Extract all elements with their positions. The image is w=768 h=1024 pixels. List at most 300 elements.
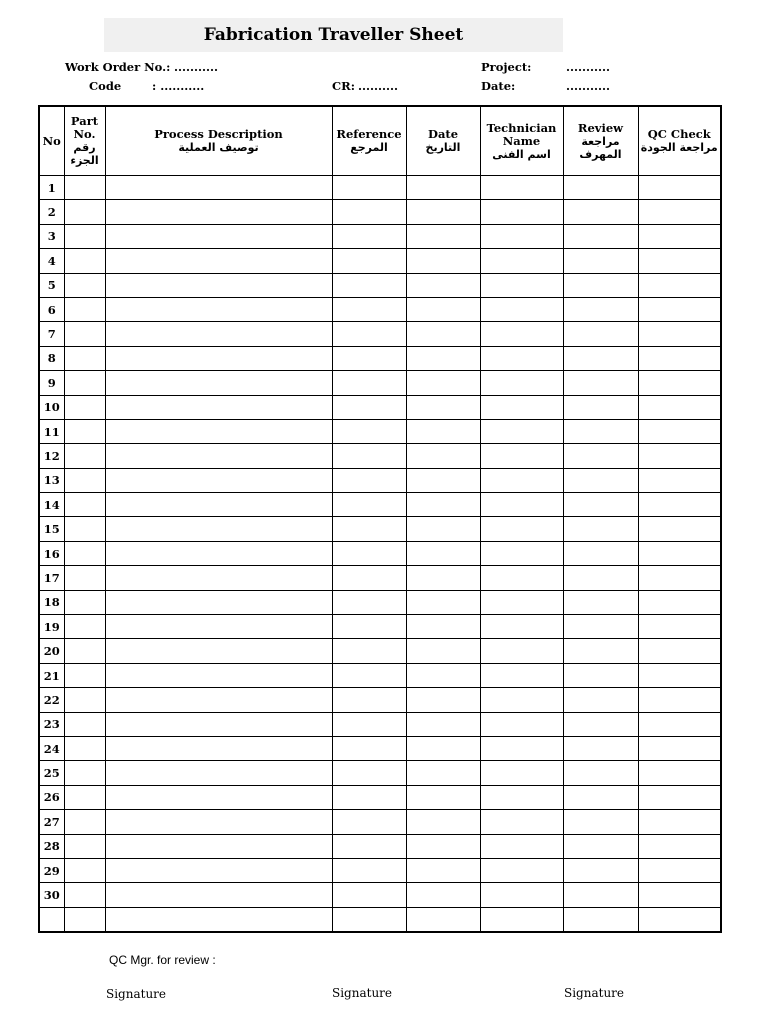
review-cell[interactable] xyxy=(563,834,638,858)
technician-name-cell[interactable] xyxy=(480,322,563,346)
col-header-date: Date التاريخ xyxy=(406,106,480,176)
date-cell[interactable] xyxy=(406,176,480,200)
qc-check-cell[interactable] xyxy=(638,517,721,541)
date-cell[interactable] xyxy=(406,297,480,321)
date-cell[interactable] xyxy=(406,736,480,760)
table-row xyxy=(39,273,721,297)
part-no-cell[interactable] xyxy=(64,810,105,834)
reference-cell[interactable] xyxy=(332,712,406,736)
date-cell[interactable] xyxy=(406,322,480,346)
review-cell[interactable] xyxy=(563,176,638,200)
date-cell[interactable] xyxy=(406,785,480,809)
table-row xyxy=(39,858,721,882)
review-cell[interactable] xyxy=(563,322,638,346)
review-cell[interactable] xyxy=(563,663,638,687)
date-cell[interactable] xyxy=(406,444,480,468)
process-description-cell[interactable] xyxy=(105,761,332,785)
row-number-cell xyxy=(39,907,64,932)
table-row xyxy=(39,688,721,712)
qc-check-cell[interactable] xyxy=(638,468,721,492)
date-cell[interactable] xyxy=(406,468,480,492)
process-description-cell[interactable] xyxy=(105,566,332,590)
reference-cell[interactable] xyxy=(332,249,406,273)
technician-name-cell[interactable] xyxy=(480,200,563,224)
technician-name-cell[interactable] xyxy=(480,663,563,687)
reference-cell[interactable] xyxy=(332,761,406,785)
qc-check-cell[interactable] xyxy=(638,249,721,273)
table-row xyxy=(39,883,721,907)
review-cell[interactable] xyxy=(563,517,638,541)
date-cell[interactable] xyxy=(406,273,480,297)
review-cell[interactable] xyxy=(563,639,638,663)
date-cell[interactable] xyxy=(406,615,480,639)
process-description-cell[interactable] xyxy=(105,444,332,468)
table-row xyxy=(39,590,721,614)
review-cell[interactable] xyxy=(563,541,638,565)
part-no-cell[interactable] xyxy=(64,834,105,858)
table-row xyxy=(39,639,721,663)
date-cell[interactable] xyxy=(406,395,480,419)
date-cell[interactable] xyxy=(406,688,480,712)
date-cell[interactable] xyxy=(406,761,480,785)
process-description-cell[interactable] xyxy=(105,322,332,346)
row-number-cell: 2 xyxy=(39,200,64,224)
table-row xyxy=(39,834,721,858)
reference-cell[interactable] xyxy=(332,590,406,614)
reference-cell[interactable] xyxy=(332,493,406,517)
part-no-cell[interactable] xyxy=(64,249,105,273)
review-cell[interactable] xyxy=(563,297,638,321)
reference-cell[interactable] xyxy=(332,785,406,809)
row-number-cell: 5 xyxy=(39,273,64,297)
date-cell[interactable] xyxy=(406,639,480,663)
row-number-cell: 14 xyxy=(39,493,64,517)
row-number-cell: 20 xyxy=(39,639,64,663)
part-no-cell[interactable] xyxy=(64,176,105,200)
technician-name-cell[interactable] xyxy=(480,736,563,760)
part-no-cell[interactable] xyxy=(64,371,105,395)
reference-cell[interactable] xyxy=(332,517,406,541)
technician-name-cell[interactable] xyxy=(480,224,563,248)
row-number-cell: 30 xyxy=(39,883,64,907)
part-no-cell[interactable] xyxy=(64,712,105,736)
project-value[interactable]: ........... xyxy=(566,60,611,74)
code-label: Code xyxy=(89,79,122,93)
review-cell[interactable] xyxy=(563,736,638,760)
part-no-cell[interactable] xyxy=(64,639,105,663)
review-cell[interactable] xyxy=(563,615,638,639)
review-cell[interactable] xyxy=(563,249,638,273)
process-description-cell[interactable] xyxy=(105,541,332,565)
table-row xyxy=(39,517,721,541)
table-row xyxy=(39,541,721,565)
row-number-cell: 3 xyxy=(39,224,64,248)
technician-name-cell[interactable] xyxy=(480,688,563,712)
technician-name-cell[interactable] xyxy=(480,761,563,785)
process-description-cell[interactable] xyxy=(105,639,332,663)
technician-name-cell[interactable] xyxy=(480,468,563,492)
table-row xyxy=(39,736,721,760)
qc-check-cell[interactable] xyxy=(638,785,721,809)
row-number-cell: 17 xyxy=(39,566,64,590)
process-description-cell[interactable] xyxy=(105,663,332,687)
part-no-cell[interactable] xyxy=(64,419,105,443)
process-description-cell[interactable] xyxy=(105,785,332,809)
review-cell[interactable] xyxy=(563,712,638,736)
technician-name-cell[interactable] xyxy=(480,297,563,321)
date-cell[interactable] xyxy=(406,541,480,565)
qc-check-cell[interactable] xyxy=(638,858,721,882)
review-cell[interactable] xyxy=(563,419,638,443)
part-no-cell[interactable] xyxy=(64,883,105,907)
row-number-cell: 27 xyxy=(39,810,64,834)
reference-cell[interactable] xyxy=(332,419,406,443)
col-header-technician-name: Technician Name اسم الفنى xyxy=(480,106,563,176)
reference-cell[interactable] xyxy=(332,395,406,419)
table-row xyxy=(39,712,721,736)
date-cell[interactable] xyxy=(406,493,480,517)
technician-name-cell[interactable] xyxy=(480,590,563,614)
review-cell[interactable] xyxy=(563,785,638,809)
technician-name-cell[interactable] xyxy=(480,712,563,736)
signature-3[interactable]: Signature xyxy=(564,986,625,1000)
reference-cell[interactable] xyxy=(332,736,406,760)
table-body xyxy=(39,176,721,933)
part-no-cell[interactable] xyxy=(64,785,105,809)
date-cell[interactable] xyxy=(406,419,480,443)
part-no-cell[interactable] xyxy=(64,200,105,224)
technician-name-cell[interactable] xyxy=(480,541,563,565)
row-number-cell: 11 xyxy=(39,419,64,443)
review-cell[interactable] xyxy=(563,468,638,492)
reference-cell[interactable] xyxy=(332,346,406,370)
col-header-process-description: Process Description توصيف العملية xyxy=(105,106,332,176)
part-no-cell[interactable] xyxy=(64,858,105,882)
date-cell[interactable] xyxy=(406,200,480,224)
qc-check-cell[interactable] xyxy=(638,322,721,346)
col-header-review: Review مراجعة المهرف xyxy=(563,106,638,176)
row-number-cell: 1 xyxy=(39,176,64,200)
reference-cell[interactable] xyxy=(332,834,406,858)
row-number-cell: 23 xyxy=(39,712,64,736)
reference-cell[interactable] xyxy=(332,688,406,712)
reference-cell[interactable] xyxy=(332,200,406,224)
part-no-cell[interactable] xyxy=(64,395,105,419)
table-row xyxy=(39,444,721,468)
technician-name-cell[interactable] xyxy=(480,615,563,639)
review-cell[interactable] xyxy=(563,444,638,468)
table-header-row xyxy=(39,106,721,176)
review-cell[interactable] xyxy=(563,688,638,712)
date-cell[interactable] xyxy=(406,907,480,932)
qc-check-cell[interactable] xyxy=(638,615,721,639)
part-no-cell[interactable] xyxy=(64,297,105,321)
row-number-cell: 10 xyxy=(39,395,64,419)
row-number-cell: 28 xyxy=(39,834,64,858)
qc-check-cell[interactable] xyxy=(638,541,721,565)
qc-review-label: QC Mgr. for review : xyxy=(109,953,216,967)
technician-name-cell[interactable] xyxy=(480,566,563,590)
row-number-cell: 21 xyxy=(39,663,64,687)
reference-cell[interactable] xyxy=(332,273,406,297)
process-description-cell[interactable] xyxy=(105,688,332,712)
process-description-cell[interactable] xyxy=(105,273,332,297)
review-cell[interactable] xyxy=(563,346,638,370)
table-row xyxy=(39,224,721,248)
table-row xyxy=(39,468,721,492)
date-cell[interactable] xyxy=(406,224,480,248)
review-cell[interactable] xyxy=(563,224,638,248)
part-no-cell[interactable] xyxy=(64,346,105,370)
traveller-table xyxy=(38,105,722,933)
process-description-cell[interactable] xyxy=(105,907,332,932)
row-number-cell: 4 xyxy=(39,249,64,273)
process-description-cell[interactable] xyxy=(105,395,332,419)
table-row xyxy=(39,395,721,419)
qc-check-cell[interactable] xyxy=(638,273,721,297)
reference-cell[interactable] xyxy=(332,663,406,687)
process-description-cell[interactable] xyxy=(105,810,332,834)
qc-check-cell[interactable] xyxy=(638,493,721,517)
table-row xyxy=(39,761,721,785)
technician-name-cell[interactable] xyxy=(480,517,563,541)
qc-check-cell[interactable] xyxy=(638,688,721,712)
qc-check-cell[interactable] xyxy=(638,590,721,614)
technician-name-cell[interactable] xyxy=(480,810,563,834)
table-row xyxy=(39,249,721,273)
qc-check-cell[interactable] xyxy=(638,663,721,687)
technician-name-cell[interactable] xyxy=(480,639,563,663)
qc-check-cell[interactable] xyxy=(638,200,721,224)
row-number-cell: 7 xyxy=(39,322,64,346)
part-no-cell[interactable] xyxy=(64,688,105,712)
row-number-cell: 8 xyxy=(39,346,64,370)
part-no-cell[interactable] xyxy=(64,273,105,297)
qc-check-cell[interactable] xyxy=(638,883,721,907)
table-row xyxy=(39,176,721,200)
review-cell[interactable] xyxy=(563,761,638,785)
table-row xyxy=(39,566,721,590)
technician-name-cell[interactable] xyxy=(480,346,563,370)
part-no-cell[interactable] xyxy=(64,322,105,346)
row-number-cell: 29 xyxy=(39,858,64,882)
qc-check-cell[interactable] xyxy=(638,810,721,834)
date-cell[interactable] xyxy=(406,858,480,882)
technician-name-cell[interactable] xyxy=(480,858,563,882)
technician-name-cell[interactable] xyxy=(480,176,563,200)
work-order-label: Work Order No.: xyxy=(65,60,171,74)
process-description-cell[interactable] xyxy=(105,176,332,200)
process-description-cell[interactable] xyxy=(105,615,332,639)
date-cell[interactable] xyxy=(406,566,480,590)
project-label: Project: xyxy=(481,60,532,74)
date-cell[interactable] xyxy=(406,590,480,614)
date-cell[interactable] xyxy=(406,517,480,541)
date-cell[interactable] xyxy=(406,712,480,736)
reference-cell[interactable] xyxy=(332,371,406,395)
qc-check-cell[interactable] xyxy=(638,371,721,395)
row-number-cell: 12 xyxy=(39,444,64,468)
part-no-cell[interactable] xyxy=(64,444,105,468)
review-cell[interactable] xyxy=(563,883,638,907)
reference-cell[interactable] xyxy=(332,566,406,590)
technician-name-cell[interactable] xyxy=(480,493,563,517)
review-cell[interactable] xyxy=(563,590,638,614)
table-row xyxy=(39,810,721,834)
qc-check-cell[interactable] xyxy=(638,176,721,200)
cr-label: CR: xyxy=(332,79,355,93)
code-value[interactable]: : ........... xyxy=(152,79,205,93)
row-number-cell: 25 xyxy=(39,761,64,785)
qc-check-cell[interactable] xyxy=(638,395,721,419)
qc-check-cell[interactable] xyxy=(638,761,721,785)
date-cell[interactable] xyxy=(406,346,480,370)
table-row xyxy=(39,200,721,224)
process-description-cell[interactable] xyxy=(105,200,332,224)
qc-check-cell[interactable] xyxy=(638,834,721,858)
process-description-cell[interactable] xyxy=(105,517,332,541)
review-cell[interactable] xyxy=(563,371,638,395)
part-no-cell[interactable] xyxy=(64,590,105,614)
qc-check-cell[interactable] xyxy=(638,297,721,321)
reference-cell[interactable] xyxy=(332,858,406,882)
row-number-cell: 16 xyxy=(39,541,64,565)
table-row xyxy=(39,785,721,809)
qc-check-cell[interactable] xyxy=(638,566,721,590)
qc-check-cell[interactable] xyxy=(638,736,721,760)
technician-name-cell[interactable] xyxy=(480,834,563,858)
signature-2[interactable]: Signature xyxy=(332,986,393,1000)
date-label: Date: xyxy=(481,79,516,93)
process-description-cell[interactable] xyxy=(105,224,332,248)
qc-check-cell[interactable] xyxy=(638,224,721,248)
technician-name-cell[interactable] xyxy=(480,907,563,932)
part-no-cell[interactable] xyxy=(64,468,105,492)
date-value[interactable]: ........... xyxy=(566,79,611,93)
process-description-cell[interactable] xyxy=(105,712,332,736)
technician-name-cell[interactable] xyxy=(480,419,563,443)
technician-name-cell[interactable] xyxy=(480,249,563,273)
review-cell[interactable] xyxy=(563,493,638,517)
table-row xyxy=(39,371,721,395)
qc-check-cell[interactable] xyxy=(638,346,721,370)
qc-check-cell[interactable] xyxy=(638,907,721,932)
part-no-cell[interactable] xyxy=(64,517,105,541)
process-description-cell[interactable] xyxy=(105,249,332,273)
process-description-cell[interactable] xyxy=(105,371,332,395)
row-number-cell: 24 xyxy=(39,736,64,760)
technician-name-cell[interactable] xyxy=(480,395,563,419)
part-no-cell[interactable] xyxy=(64,541,105,565)
technician-name-cell[interactable] xyxy=(480,785,563,809)
date-cell[interactable] xyxy=(406,663,480,687)
reference-cell[interactable] xyxy=(332,541,406,565)
date-cell[interactable] xyxy=(406,810,480,834)
qc-check-cell[interactable] xyxy=(638,444,721,468)
review-cell[interactable] xyxy=(563,907,638,932)
sheet-title: Fabrication Traveller Sheet xyxy=(203,25,464,45)
reference-cell[interactable] xyxy=(332,615,406,639)
col-header-reference: Reference المرجع xyxy=(332,106,406,176)
review-cell[interactable] xyxy=(563,858,638,882)
reference-cell[interactable] xyxy=(332,322,406,346)
cr-value[interactable]: .......... xyxy=(358,79,399,93)
process-description-cell[interactable] xyxy=(105,834,332,858)
qc-check-cell[interactable] xyxy=(638,419,721,443)
process-description-cell[interactable] xyxy=(105,297,332,321)
col-header-no: No xyxy=(39,106,64,176)
technician-name-cell[interactable] xyxy=(480,273,563,297)
part-no-cell[interactable] xyxy=(64,615,105,639)
reference-cell[interactable] xyxy=(332,907,406,932)
table-row xyxy=(39,419,721,443)
col-header-qc-check: QC Check مراجعة الجودة xyxy=(638,106,721,176)
row-number-cell: 26 xyxy=(39,785,64,809)
process-description-cell[interactable] xyxy=(105,468,332,492)
process-description-cell[interactable] xyxy=(105,346,332,370)
reference-cell[interactable] xyxy=(332,639,406,663)
process-description-cell[interactable] xyxy=(105,858,332,882)
date-cell[interactable] xyxy=(406,834,480,858)
review-cell[interactable] xyxy=(563,395,638,419)
table-row xyxy=(39,297,721,321)
part-no-cell[interactable] xyxy=(64,907,105,932)
technician-name-cell[interactable] xyxy=(480,444,563,468)
row-number-cell: 13 xyxy=(39,468,64,492)
date-cell[interactable] xyxy=(406,883,480,907)
process-description-cell[interactable] xyxy=(105,419,332,443)
part-no-cell[interactable] xyxy=(64,224,105,248)
technician-name-cell[interactable] xyxy=(480,883,563,907)
reference-cell[interactable] xyxy=(332,810,406,834)
reference-cell[interactable] xyxy=(332,224,406,248)
table-row xyxy=(39,346,721,370)
row-number-cell: 18 xyxy=(39,590,64,614)
work-order-value[interactable]: ........... xyxy=(174,60,219,74)
part-no-cell[interactable] xyxy=(64,566,105,590)
reference-cell[interactable] xyxy=(332,883,406,907)
part-no-cell[interactable] xyxy=(64,663,105,687)
process-description-cell[interactable] xyxy=(105,883,332,907)
part-no-cell[interactable] xyxy=(64,493,105,517)
review-cell[interactable] xyxy=(563,200,638,224)
reference-cell[interactable] xyxy=(332,176,406,200)
col-header-part-no: Part No. رقم الجزء xyxy=(64,106,105,176)
review-cell[interactable] xyxy=(563,566,638,590)
reference-cell[interactable] xyxy=(332,468,406,492)
part-no-cell[interactable] xyxy=(64,736,105,760)
technician-name-cell[interactable] xyxy=(480,371,563,395)
date-cell[interactable] xyxy=(406,371,480,395)
row-number-cell: 22 xyxy=(39,688,64,712)
review-cell[interactable] xyxy=(563,810,638,834)
reference-cell[interactable] xyxy=(332,444,406,468)
date-cell[interactable] xyxy=(406,249,480,273)
table-row xyxy=(39,907,721,932)
qc-check-cell[interactable] xyxy=(638,712,721,736)
process-description-cell[interactable] xyxy=(105,493,332,517)
process-description-cell[interactable] xyxy=(105,736,332,760)
review-cell[interactable] xyxy=(563,273,638,297)
row-number-cell: 19 xyxy=(39,615,64,639)
reference-cell[interactable] xyxy=(332,297,406,321)
qc-check-cell[interactable] xyxy=(638,639,721,663)
table-row xyxy=(39,493,721,517)
signature-1[interactable]: Signature xyxy=(106,987,167,1001)
part-no-cell[interactable] xyxy=(64,761,105,785)
process-description-cell[interactable] xyxy=(105,590,332,614)
row-number-cell: 15 xyxy=(39,517,64,541)
